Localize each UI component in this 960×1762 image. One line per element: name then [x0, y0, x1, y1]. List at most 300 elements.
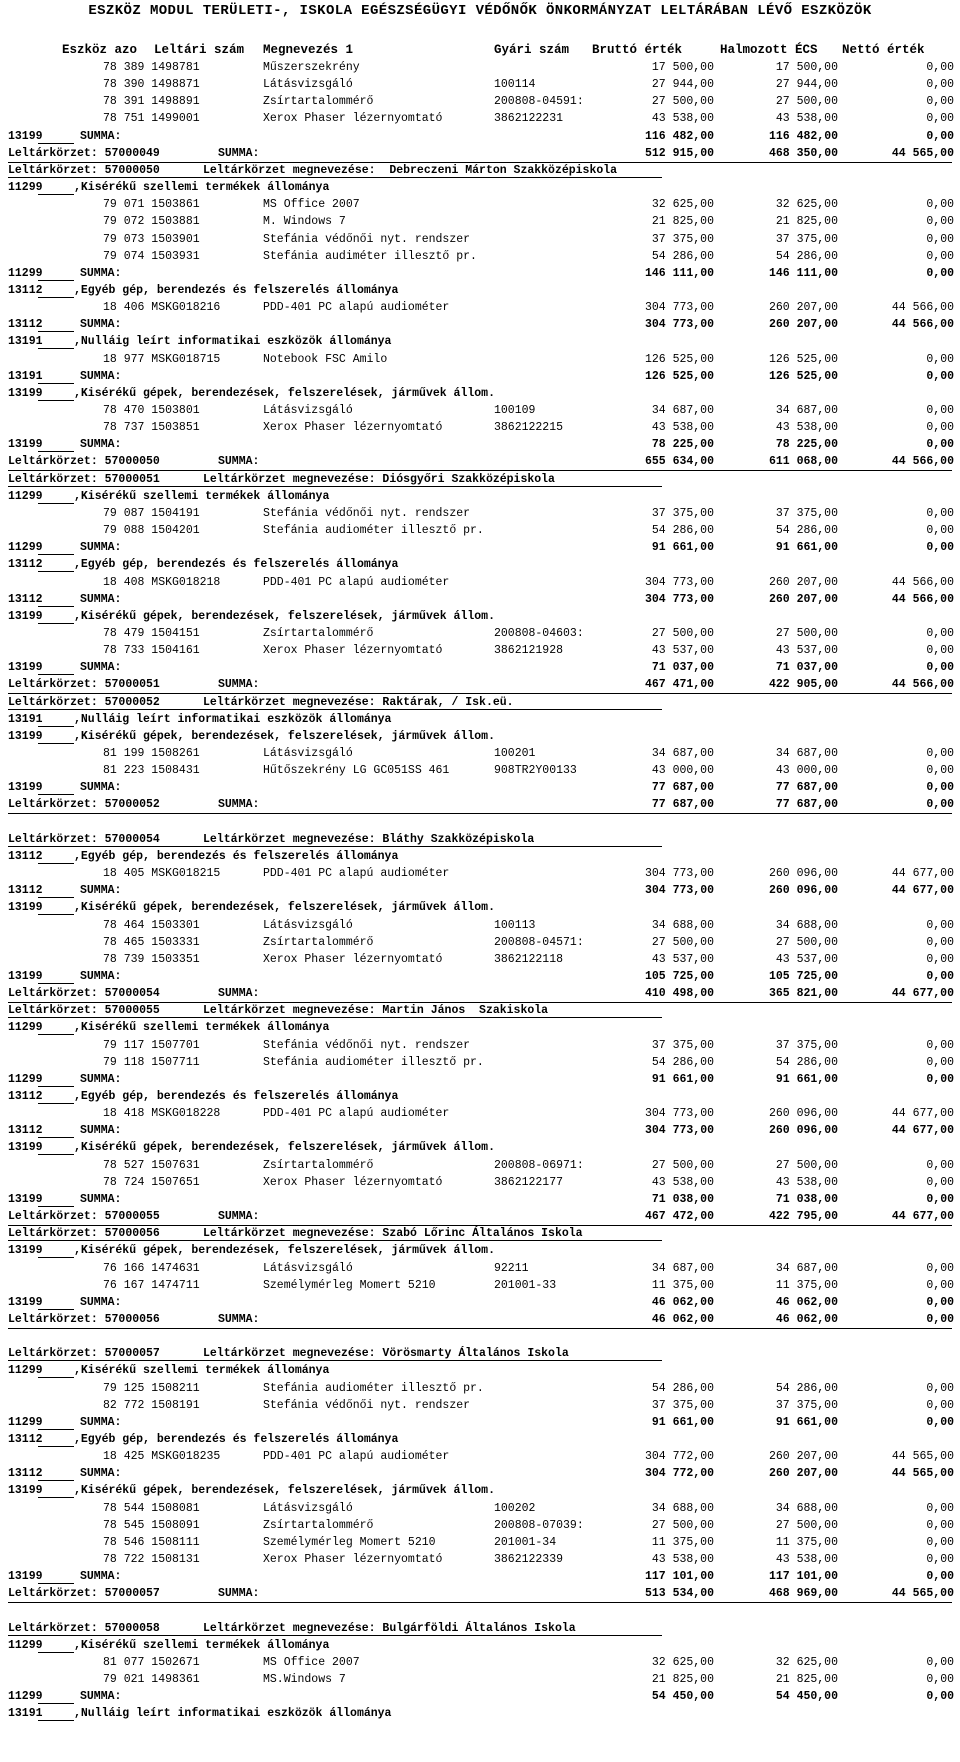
code-underline: [38, 1497, 74, 1498]
code-underline: [38, 623, 74, 624]
table-row: [0, 762, 960, 779]
leltari-szam-cell: 76 167 1474711: [103, 1278, 200, 1292]
district-name: Leltárkörzet megnevezése: Martin János Szakiskola: [203, 1004, 549, 1018]
netto-sum-cell: 0,00: [926, 1570, 954, 1584]
netto-total-cell: 44 677,00: [891, 1210, 954, 1224]
brutto-sum-cell: 71 038,00: [651, 1192, 714, 1206]
halmozott-sum-cell: 54 450,00: [775, 1690, 838, 1704]
brutto-total-cell: 46 062,00: [651, 1312, 714, 1326]
leltari-szam-cell: 79 072 1503881: [103, 215, 200, 229]
group-label: ,Kisérékű szellemi termékek állománya: [74, 489, 330, 503]
netto-cell: 0,00: [926, 764, 954, 778]
leltari-szam-cell: 78 722 1508131: [103, 1553, 200, 1567]
gyari-szam-cell: 3862122339: [494, 1553, 564, 1567]
table-row: [0, 1671, 960, 1688]
summa-label: SUMMA:: [80, 1295, 122, 1309]
group-label: ,Egyéb gép, berendezés és felszerelés állománya: [74, 283, 399, 297]
brutto-sum-cell: 304 772,00: [644, 1467, 714, 1481]
brutto-total-cell: 467 472,00: [644, 1210, 714, 1224]
district-total-row: [0, 1585, 960, 1602]
halmozott-cell: 34 687,00: [775, 1261, 838, 1275]
group-header-row: [0, 848, 960, 865]
code-underline: [38, 1034, 74, 1035]
megnevezes-cell: Xerox Phaser lézernyomtató: [263, 1553, 443, 1567]
megnevezes-cell: Műszerszekrény: [263, 61, 360, 74]
district-header-row: [0, 1345, 960, 1362]
summa-label: SUMMA:: [80, 884, 122, 898]
group-code-cell: 11299: [8, 181, 43, 195]
subtotal-row: [0, 659, 960, 676]
netto-cell: 0,00: [926, 1398, 954, 1412]
halmozott-cell: 260 096,00: [768, 867, 838, 881]
table-row: [0, 951, 960, 968]
summa-label: SUMMA:: [218, 678, 260, 692]
brutto-sum-cell: 304 773,00: [644, 884, 714, 898]
district-name: Leltárkörzet megnevezése: Vörösmarty Általános Iskola: [203, 1347, 569, 1361]
brutto-sum-cell: 304 773,00: [644, 318, 714, 332]
district-name: Leltárkörzet megnevezése: Debreczeni Márton Szakközépiskola: [203, 163, 618, 177]
netto-cell: 0,00: [926, 1535, 954, 1549]
brutto-total-cell: 467 471,00: [644, 678, 714, 692]
summa-label: SUMMA:: [218, 1210, 260, 1224]
netto-total-cell: 44 565,00: [891, 146, 954, 160]
table-row: [0, 1448, 960, 1465]
netto-sum-cell: 0,00: [926, 969, 954, 983]
summa-label: SUMMA:: [80, 1415, 122, 1429]
megnevezes-cell: Zsírtartalommérő: [263, 935, 374, 949]
group-code-cell: 13191: [8, 369, 43, 383]
table-row: [0, 299, 960, 316]
halmozott-sum-cell: 146 111,00: [768, 266, 838, 280]
megnevezes-cell: Stefánia audiométer illesztő pr.: [263, 1381, 484, 1395]
brutto-sum-cell: 116 482,00: [644, 129, 714, 143]
leltari-szam-cell: 78 391 1498891: [103, 95, 200, 109]
group-label: ,Kisérékű gépek, berendezések, felszerelések, járművek állom.: [74, 1141, 495, 1155]
subtotal-row: [0, 265, 960, 282]
megnevezes-cell: Látásvizsgáló: [263, 747, 353, 760]
halmozott-cell: 43 537,00: [775, 644, 838, 658]
table-row: [0, 1037, 960, 1054]
halmozott-sum-cell: 91 661,00: [775, 1415, 838, 1429]
code-underline: [38, 726, 74, 727]
halmozott-sum-cell: 71 038,00: [775, 1192, 838, 1206]
summa-label: SUMMA:: [80, 266, 122, 280]
group-label: ,Kisérékű gépek, berendezések, felszerelések, járművek állom.: [74, 729, 495, 743]
group-code-cell: 11299: [8, 489, 43, 503]
district-underline: [8, 1635, 662, 1636]
halmozott-sum-cell: 260 207,00: [768, 318, 838, 332]
group-label: ,Egyéb gép, berendezés és felszerelés állománya: [74, 849, 399, 863]
megnevezes-cell: Stefánia védőnői nyt. rendszer: [263, 1398, 471, 1412]
netto-sum-cell: 0,00: [926, 541, 954, 555]
netto-sum-cell: 0,00: [926, 1415, 954, 1429]
group-label: ,Kisérékű gépek, berendezések, felszerelések, járművek állom.: [74, 386, 495, 400]
blank-row: [0, 1603, 960, 1620]
group-code-cell: 13199: [8, 1295, 43, 1309]
column-header-megnevezes: Megnevezés 1: [263, 43, 354, 57]
netto-sum-cell: 0,00: [926, 1072, 954, 1086]
netto-cell: 44 566,00: [891, 301, 954, 315]
megnevezes-cell: Látásvizsgáló: [263, 78, 353, 92]
code-underline: [38, 897, 74, 898]
district-total-row: [0, 985, 960, 1002]
summa-label: SUMMA:: [80, 541, 122, 555]
netto-cell: 0,00: [926, 198, 954, 212]
group-code-cell: 13199: [8, 661, 43, 675]
blank-row: [0, 1328, 960, 1345]
district-label: Leltárkörzet: 57000051: [8, 472, 160, 486]
leltari-szam-cell: 78 739 1503351: [103, 952, 200, 966]
gyari-szam-cell: 3862121928: [494, 644, 564, 658]
code-underline: [38, 1720, 74, 1721]
megnevezes-cell: MS.Windows 7: [263, 1673, 346, 1687]
summa-label: SUMMA:: [80, 1690, 122, 1704]
table-row: [0, 419, 960, 436]
netto-sum-cell: 0,00: [926, 369, 954, 383]
netto-cell: 0,00: [926, 1655, 954, 1669]
brutto-cell: 43 537,00: [651, 644, 714, 658]
brutto-cell: 11 375,00: [651, 1535, 714, 1549]
megnevezes-cell: PDD-401 PC alapú audiométer: [263, 867, 450, 881]
group-code-cell: 13112: [8, 1124, 43, 1138]
summa-label: SUMMA:: [80, 1124, 122, 1138]
district-underline: [8, 846, 662, 847]
megnevezes-cell: Hűtőszekrény LG GC051SS 461: [263, 764, 450, 778]
netto-cell: 0,00: [926, 1553, 954, 1567]
netto-sum-cell: 0,00: [926, 438, 954, 452]
leltari-szam-cell: 18 977 MSKG018715: [103, 352, 221, 366]
netto-cell: 0,00: [926, 95, 954, 109]
netto-sum-cell: 44 566,00: [891, 592, 954, 606]
netto-cell: 0,00: [926, 1278, 954, 1292]
megnevezes-cell: Xerox Phaser lézernyomtató: [263, 1175, 443, 1189]
table-row: [0, 402, 960, 419]
summa-label: SUMMA:: [80, 661, 122, 675]
table-row: [0, 1551, 960, 1568]
gyari-szam-cell: 200808-04571:: [494, 935, 584, 949]
gyari-szam-cell: 3862122215: [494, 421, 564, 435]
group-code-cell: 11299: [8, 1072, 43, 1086]
brutto-cell: 34 687,00: [651, 404, 714, 417]
netto-cell: 0,00: [926, 61, 954, 74]
summa-label: SUMMA:: [218, 987, 260, 1001]
group-code-cell: 13199: [8, 1244, 43, 1258]
netto-sum-cell: 0,00: [926, 266, 954, 280]
leltari-szam-cell: 78 470 1503801: [103, 404, 200, 417]
group-code-cell: 13199: [8, 969, 43, 983]
netto-sum-cell: 0,00: [926, 781, 954, 795]
brutto-cell: 43 538,00: [651, 112, 714, 126]
group-header-row: [0, 1088, 960, 1105]
table-row: [0, 351, 960, 368]
megnevezes-cell: Xerox Phaser lézernyomtató: [263, 421, 443, 435]
district-label: Leltárkörzet: 57000057: [8, 1347, 160, 1361]
netto-cell: 0,00: [926, 506, 954, 520]
megnevezes-cell: Xerox Phaser lézernyomtató: [263, 952, 443, 966]
group-header-row: [0, 899, 960, 916]
group-code-cell: 13199: [8, 1192, 43, 1206]
code-underline: [38, 606, 74, 607]
halmozott-sum-cell: 77 687,00: [775, 781, 838, 795]
district-underline: [8, 1240, 662, 1241]
halmozott-cell: 37 375,00: [775, 1038, 838, 1052]
netto-cell: 0,00: [926, 112, 954, 126]
brutto-sum-cell: 117 101,00: [644, 1570, 714, 1584]
summa-label: SUMMA:: [80, 318, 122, 332]
group-label: ,Egyéb gép, berendezés és felszerelés állománya: [74, 1090, 399, 1103]
table-row: [0, 1054, 960, 1071]
district-label: Leltárkörzet: 57000051: [8, 678, 160, 692]
netto-total-cell: 44 677,00: [891, 987, 954, 1001]
megnevezes-cell: Zsírtartalommérő: [263, 1158, 374, 1172]
halmozott-cell: 43 538,00: [775, 112, 838, 126]
district-label: Leltárkörzet: 57000050: [8, 163, 160, 177]
leltari-szam-cell: 78 464 1503301: [103, 918, 200, 932]
table-row: [0, 865, 960, 882]
netto-cell: 0,00: [926, 935, 954, 949]
code-underline: [38, 914, 74, 915]
halmozott-sum-cell: 71 037,00: [775, 661, 838, 675]
megnevezes-cell: Stefánia audiométer illesztő pr.: [263, 1055, 484, 1069]
netto-sum-cell: 44 677,00: [891, 884, 954, 898]
group-header-row: [0, 556, 960, 573]
code-underline: [38, 451, 74, 452]
group-label: ,Kisérékű szellemi termékek állománya: [74, 1021, 330, 1035]
summa-label: SUMMA:: [80, 781, 122, 795]
megnevezes-cell: Látásvizsgáló: [263, 918, 353, 932]
brutto-sum-cell: 304 773,00: [644, 1124, 714, 1138]
table-row: [0, 1174, 960, 1191]
gyari-szam-cell: 200808-07039:: [494, 1518, 584, 1532]
halmozott-cell: 260 096,00: [768, 1107, 838, 1121]
netto-cell: 0,00: [926, 1501, 954, 1515]
group-code-cell: 13112: [8, 1467, 43, 1481]
table-row: [0, 625, 960, 642]
summa-label: SUMMA:: [218, 146, 260, 160]
district-total-row: [0, 145, 960, 162]
leltari-szam-cell: 76 166 1474631: [103, 1261, 200, 1275]
brutto-cell: 304 773,00: [644, 301, 714, 315]
brutto-cell: 27 500,00: [651, 1158, 714, 1172]
code-underline: [38, 503, 74, 504]
district-header-row: [0, 471, 960, 488]
district-underline: [8, 177, 662, 178]
table-row: [0, 574, 960, 591]
halmozott-cell: 260 207,00: [768, 301, 838, 315]
group-code-cell: 13112: [8, 558, 43, 572]
halmozott-total-cell: 46 062,00: [775, 1312, 838, 1326]
summa-label: SUMMA:: [80, 438, 122, 452]
group-label: ,Nulláig leírt informatikai eszközök állománya: [74, 335, 392, 349]
megnevezes-cell: PDD-401 PC alapú audiométer: [263, 1450, 450, 1464]
group-code-cell: 13191: [8, 712, 43, 726]
netto-sum-cell: 44 677,00: [891, 1124, 954, 1138]
column-header-leltari-szam: Leltári szám: [154, 43, 245, 57]
table-row: [0, 1380, 960, 1397]
halmozott-cell: 260 207,00: [768, 575, 838, 589]
brutto-cell: 27 500,00: [651, 935, 714, 949]
halmozott-cell: 34 687,00: [775, 747, 838, 760]
netto-sum-cell: 44 566,00: [891, 318, 954, 332]
group-code-cell: 13191: [8, 335, 43, 349]
group-code-cell: 11299: [8, 1021, 43, 1035]
leltari-szam-cell: 79 118 1507711: [103, 1055, 200, 1069]
district-label: Leltárkörzet: 57000056: [8, 1312, 160, 1326]
district-header-row: [0, 694, 960, 711]
gyari-szam-cell: 92211: [494, 1261, 529, 1275]
group-code-cell: 13112: [8, 1090, 43, 1103]
table-row: [0, 196, 960, 213]
code-underline: [38, 1703, 74, 1704]
brutto-cell: 54 286,00: [651, 524, 714, 538]
table-row: [0, 248, 960, 265]
table-row: [0, 1517, 960, 1534]
group-label: ,Kisérékű szellemi termékek állománya: [74, 1638, 330, 1652]
halmozott-cell: 34 687,00: [775, 404, 838, 417]
code-underline: [38, 794, 74, 795]
netto-cell: 0,00: [926, 644, 954, 658]
code-underline: [38, 1154, 74, 1155]
halmozott-cell: 260 207,00: [768, 1450, 838, 1464]
brutto-cell: 27 500,00: [651, 95, 714, 109]
brutto-cell: 37 375,00: [651, 1398, 714, 1412]
megnevezes-cell: Személymérleg Momert 5210: [263, 1278, 436, 1292]
leltari-szam-cell: 79 021 1498361: [103, 1673, 200, 1687]
halmozott-cell: 37 375,00: [775, 1398, 838, 1412]
district-label: Leltárkörzet: 57000054: [8, 832, 160, 846]
code-underline: [38, 743, 74, 744]
leltari-szam-cell: 78 390 1498871: [103, 78, 200, 92]
netto-sum-cell: 44 565,00: [891, 1467, 954, 1481]
halmozott-sum-cell: 91 661,00: [775, 541, 838, 555]
summa-label: SUMMA:: [80, 592, 122, 606]
code-underline: [38, 194, 74, 195]
halmozott-sum-cell: 91 661,00: [775, 1072, 838, 1086]
group-code-cell: 13199: [8, 1570, 43, 1584]
halmozott-cell: 27 500,00: [775, 1518, 838, 1532]
table-row: [0, 76, 960, 93]
group-code-cell: 11299: [8, 1364, 43, 1378]
halmozott-total-cell: 611 068,00: [768, 455, 838, 469]
brutto-cell: 43 538,00: [651, 421, 714, 435]
subtotal-row: [0, 882, 960, 899]
netto-cell: 0,00: [926, 78, 954, 92]
brutto-cell: 32 625,00: [651, 1655, 714, 1669]
code-underline: [38, 1429, 74, 1430]
halmozott-cell: 34 688,00: [775, 918, 838, 932]
group-header-row: [0, 1242, 960, 1259]
group-label: ,Egyéb gép, berendezés és felszerelés állománya: [74, 558, 399, 572]
halmozott-cell: 11 375,00: [775, 1278, 838, 1292]
megnevezes-cell: Xerox Phaser lézernyomtató: [263, 112, 443, 126]
netto-cell: 0,00: [926, 249, 954, 263]
brutto-cell: 37 375,00: [651, 506, 714, 520]
gyari-szam-cell: 3862122231: [494, 112, 564, 126]
district-label: Leltárkörzet: 57000049: [8, 146, 160, 160]
leltari-szam-cell: 78 546 1508111: [103, 1535, 200, 1549]
leltari-szam-cell: 81 199 1508261: [103, 747, 200, 760]
leltari-szam-cell: 79 073 1503901: [103, 232, 200, 246]
group-header-row: [0, 1431, 960, 1448]
halmozott-cell: 43 537,00: [775, 952, 838, 966]
summa-label: SUMMA:: [218, 455, 260, 469]
netto-cell: 0,00: [926, 1055, 954, 1069]
brutto-sum-cell: 91 661,00: [651, 541, 714, 555]
netto-cell: 44 677,00: [891, 1107, 954, 1121]
brutto-cell: 37 375,00: [651, 232, 714, 246]
brutto-cell: 11 375,00: [651, 1278, 714, 1292]
group-header-row: [0, 1705, 960, 1722]
brutto-cell: 43 000,00: [651, 764, 714, 778]
netto-cell: 0,00: [926, 1158, 954, 1172]
megnevezes-cell: Látásvizsgáló: [263, 1501, 353, 1515]
district-header-row: [0, 1620, 960, 1637]
megnevezes-cell: Notebook FSC Amilo: [263, 352, 388, 366]
subtotal-row: [0, 591, 960, 608]
summa-label: SUMMA:: [218, 798, 260, 812]
megnevezes-cell: Stefánia audiméter illesztő pr.: [263, 249, 477, 263]
group-header-row: [0, 1139, 960, 1156]
group-code-cell: 13191: [8, 1707, 43, 1721]
brutto-sum-cell: 105 725,00: [644, 969, 714, 983]
brutto-cell: 43 538,00: [651, 1553, 714, 1567]
megnevezes-cell: Zsírtartalommérő: [263, 95, 374, 109]
brutto-total-cell: 513 534,00: [644, 1587, 714, 1601]
code-underline: [38, 400, 74, 401]
leltari-szam-cell: 79 087 1504191: [103, 506, 200, 520]
megnevezes-cell: Stefánia audiométer illesztő pr.: [263, 524, 484, 538]
district-label: Leltárkörzet: 57000050: [8, 455, 160, 469]
gyari-szam-cell: 100109: [494, 404, 536, 417]
district-header-row: [0, 1002, 960, 1019]
group-header-row: [0, 333, 960, 350]
leltari-szam-cell: 78 389 1498781: [103, 61, 200, 74]
megnevezes-cell: PDD-401 PC alapú audiométer: [263, 301, 450, 315]
halmozott-cell: 11 375,00: [775, 1535, 838, 1549]
netto-total-cell: 44 565,00: [891, 1587, 954, 1601]
district-underline: [8, 486, 662, 487]
halmozott-cell: 27 500,00: [775, 626, 838, 640]
district-underline: [8, 1017, 662, 1018]
halmozott-cell: 27 500,00: [775, 935, 838, 949]
group-code-cell: 13199: [8, 781, 43, 795]
leltari-szam-cell: 78 724 1507651: [103, 1175, 200, 1189]
table-row: [0, 934, 960, 951]
leltari-szam-cell: 82 772 1508191: [103, 1398, 200, 1412]
code-underline: [38, 383, 74, 384]
group-label: ,Kisérékű szellemi termékek állománya: [74, 181, 330, 195]
district-total-row: [0, 796, 960, 813]
subtotal-row: [0, 1465, 960, 1482]
brutto-cell: 54 286,00: [651, 249, 714, 263]
halmozott-sum-cell: 260 207,00: [768, 592, 838, 606]
table-row: [0, 917, 960, 934]
subtotal-row: [0, 368, 960, 385]
brutto-sum-cell: 78 225,00: [651, 438, 714, 452]
leltari-szam-cell: 78 545 1508091: [103, 1518, 200, 1532]
netto-cell: 44 566,00: [891, 575, 954, 589]
gyari-szam-cell: 100202: [494, 1501, 536, 1515]
code-underline: [38, 674, 74, 675]
megnevezes-cell: Látásvizsgáló: [263, 404, 353, 417]
brutto-sum-cell: 146 111,00: [644, 266, 714, 280]
code-underline: [38, 571, 74, 572]
table-row: [0, 1500, 960, 1517]
page-title: ESZKÖZ MODUL TERÜLETI-, ISKOLA EGÉSZSÉGÜGYI VÉDŐNŐK ÖNKORMÁNYZAT LELTÁRÁBAN LÉVŐ ESZKÖZÖK: [88, 3, 872, 19]
blank-row: [0, 814, 960, 831]
district-total-row: [0, 453, 960, 470]
brutto-sum-cell: 126 525,00: [644, 369, 714, 383]
